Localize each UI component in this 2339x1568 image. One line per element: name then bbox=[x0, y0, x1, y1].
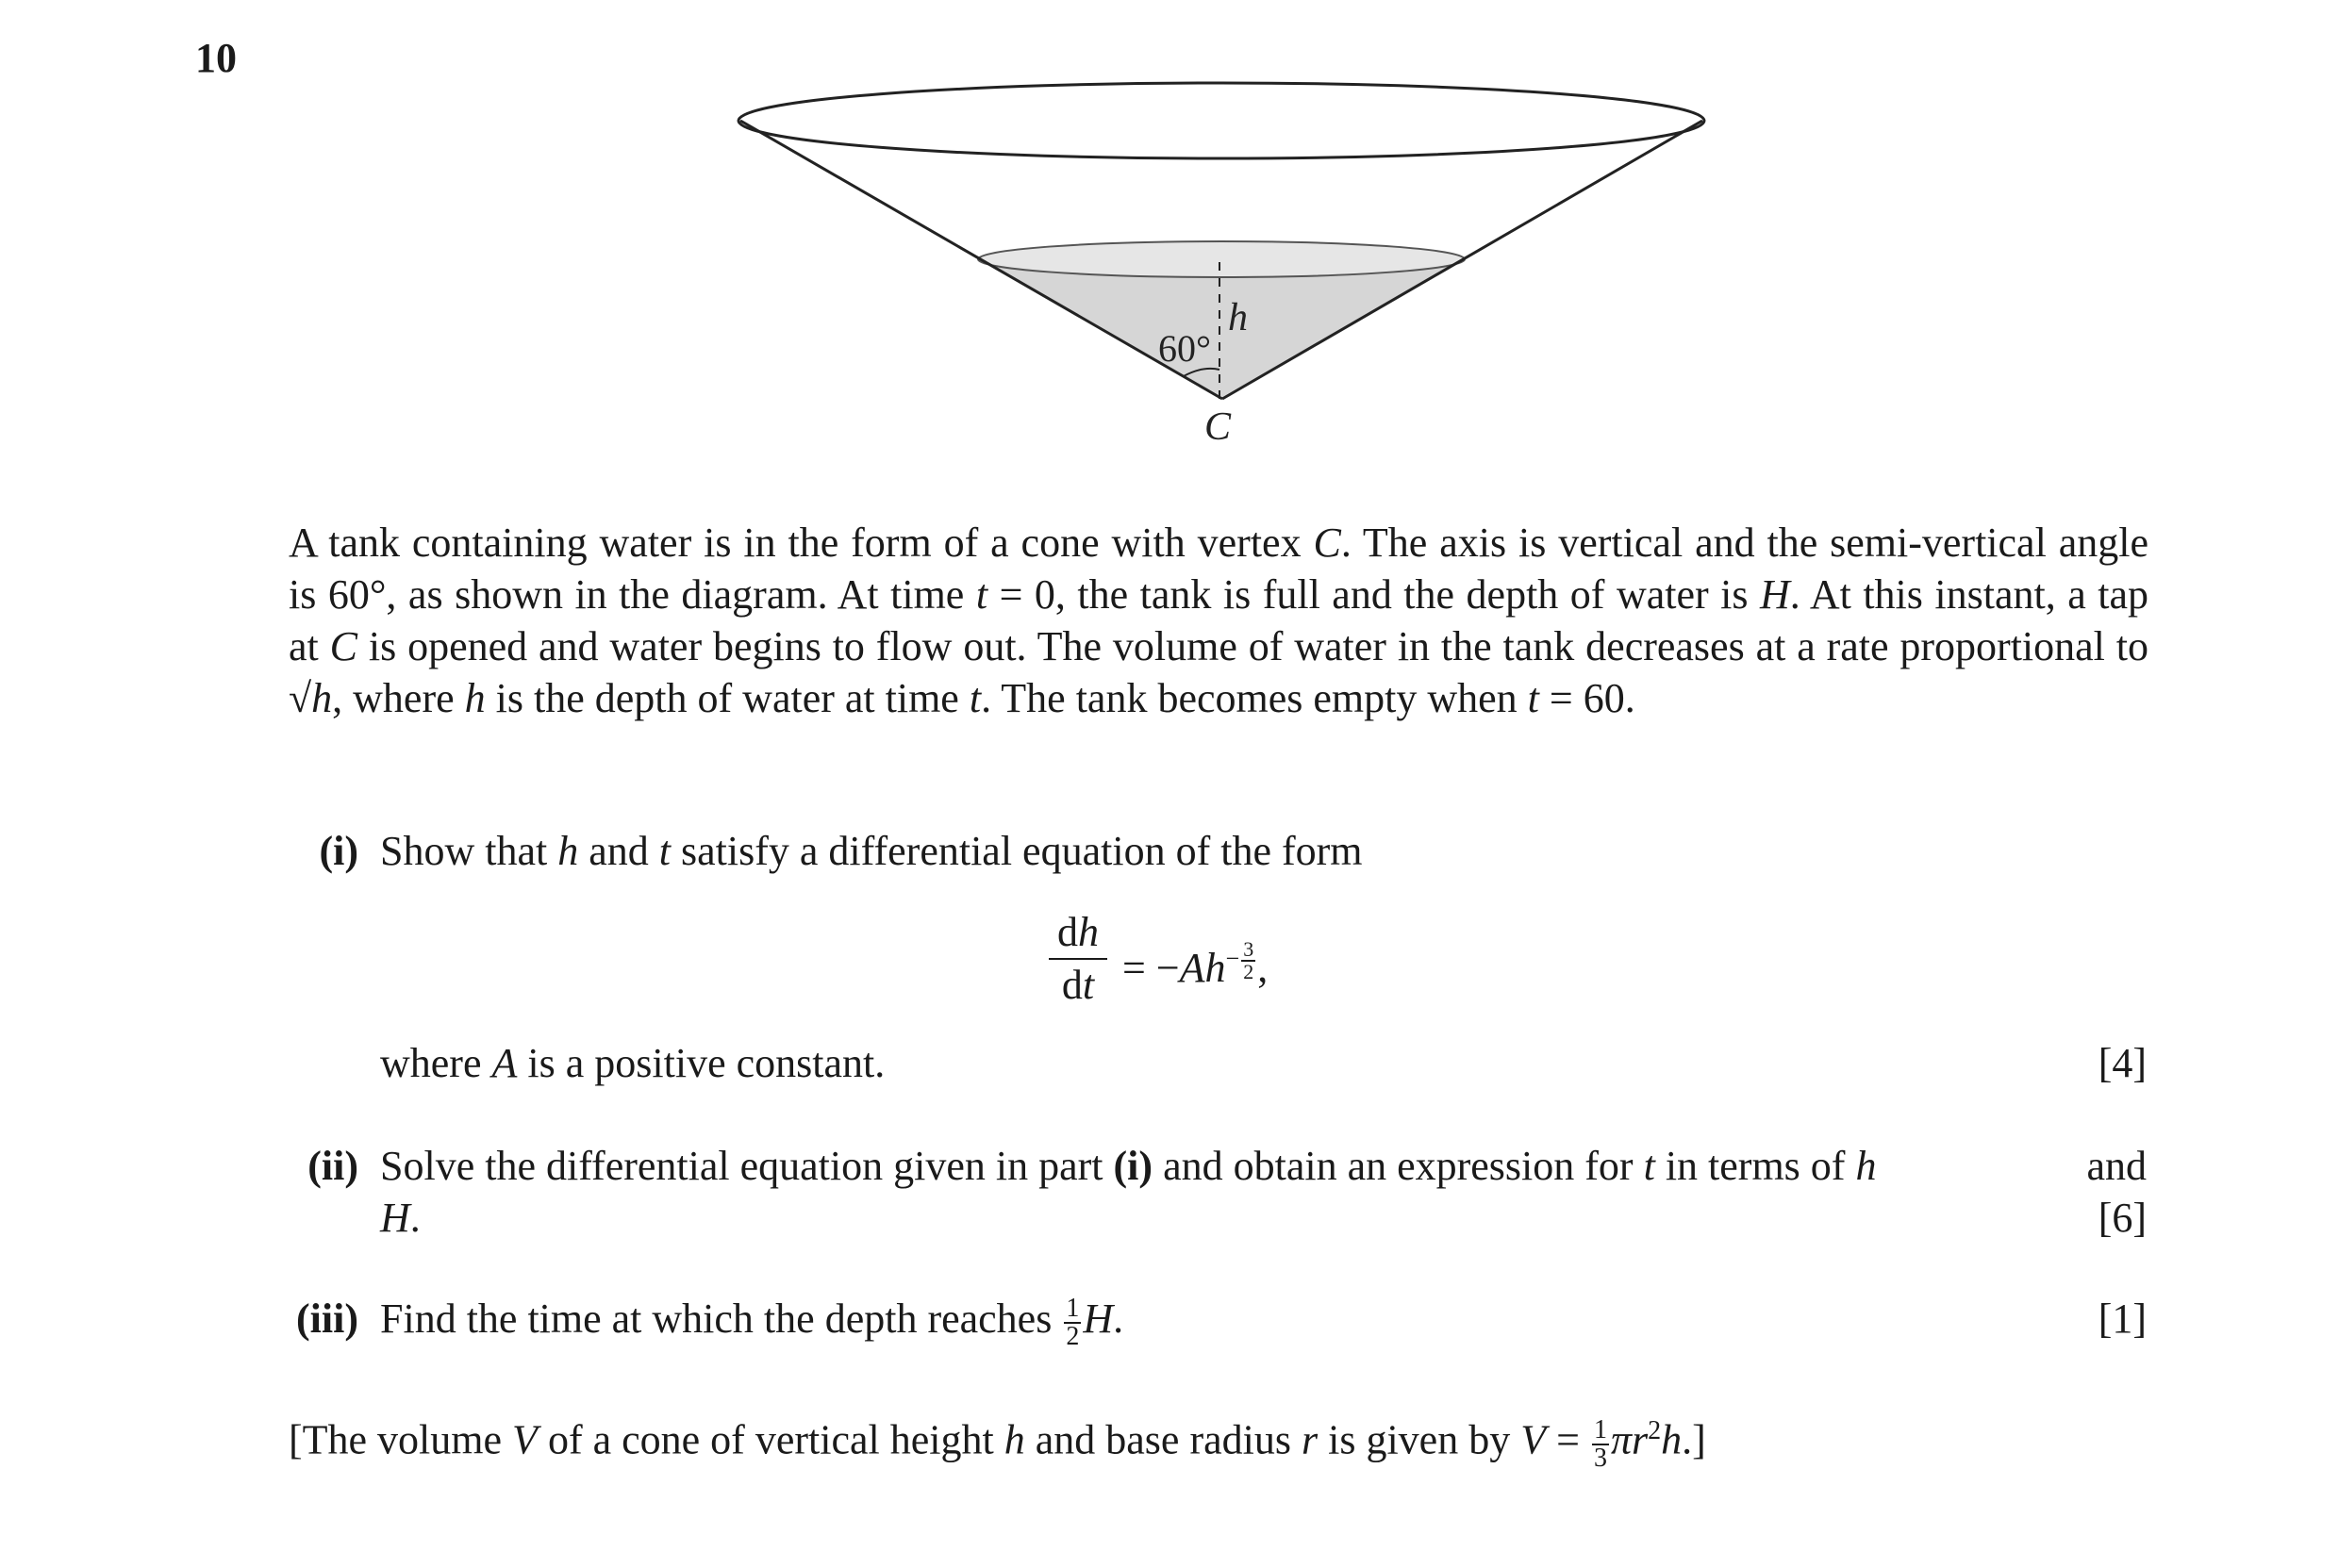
derivative-fraction: $\frac{dh}{dt}$ bbox=[1049, 909, 1107, 1009]
part-ii-line2: H. bbox=[380, 1195, 421, 1241]
part-iii-label: (iii) bbox=[296, 1296, 358, 1342]
depth-label: h bbox=[1228, 296, 1248, 339]
part-ii-marks: [6] bbox=[2098, 1195, 2147, 1241]
water-region bbox=[978, 259, 1465, 397]
cone-tank-diagram bbox=[0, 0, 2339, 490]
part-iii-marks: [1] bbox=[2098, 1296, 2147, 1342]
part-i-text: Show that h and t satisfy a differential equation of the form bbox=[380, 828, 1363, 874]
tank-rim-ellipse bbox=[738, 83, 1704, 158]
equation-rhs: = −Ah− $\frac{3}{2}$ , bbox=[1122, 937, 1269, 991]
part-ii-label: (ii) bbox=[307, 1143, 358, 1189]
part-i-where: where A is a positive constant. bbox=[380, 1040, 886, 1086]
angle-label: 60° bbox=[1158, 327, 1211, 370]
intro-paragraph: A tank containing water is in the form of a cone with vertex C. The axis is vertical and the semi-vertical angle is 60°, as shown in the diagram. At time t = 0, the tank is full and the depth of water is H. At this instant, a tap at C is opened and water begins to flow out. The volume of water in the tank decreases at a rate proportional to √h, where h is the depth of water at time t. The tank becomes empty when t = 60. bbox=[289, 520, 2148, 721]
water-surface-ellipse bbox=[978, 241, 1465, 277]
part-i-label: (i) bbox=[319, 828, 358, 874]
part-i-marks: [4] bbox=[2098, 1040, 2147, 1086]
volume-formula-note: [The volume V of a cone of vertical height h and base radius r is given by V = $\frac{1}{3}$ $\pi r^2h$.] bbox=[289, 1414, 1706, 1473]
vertex-label: C bbox=[1204, 405, 1232, 449]
part-ii-text: Solve the differential equation given in part (i) and obtain an expression for t in terms of h and bbox=[380, 1143, 2147, 1189]
part-iii-text: Find the time at which the depth reaches $\frac{1}{2}$ H. bbox=[380, 1293, 1124, 1351]
question-number: 10 bbox=[195, 35, 237, 81]
